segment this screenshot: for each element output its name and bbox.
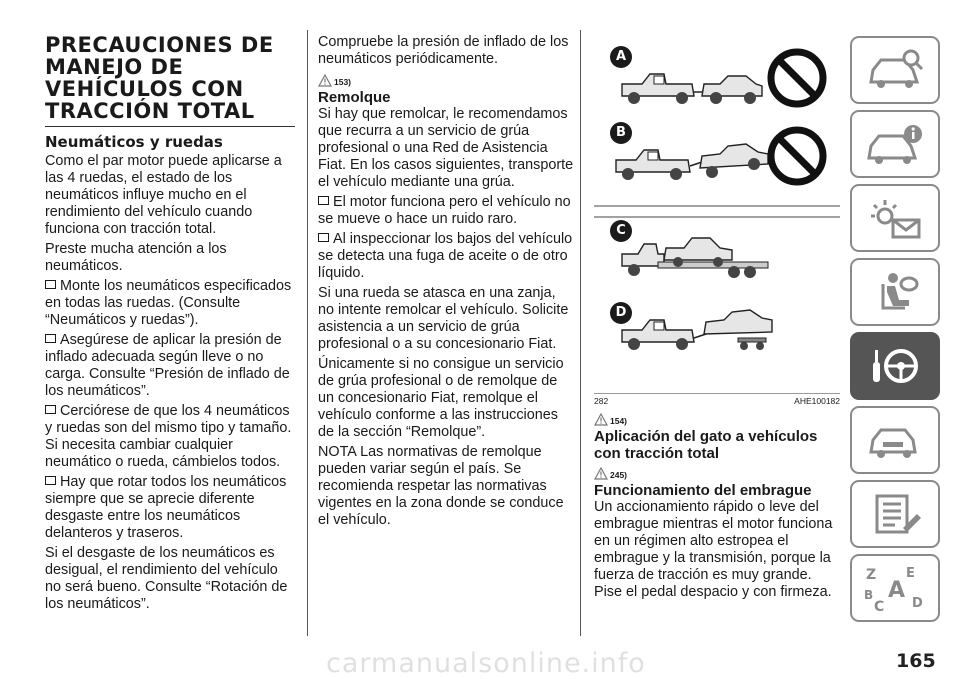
tab-safety[interactable] xyxy=(850,258,940,326)
figure-rule xyxy=(594,393,840,394)
tab-warning-lights[interactable] xyxy=(850,184,940,252)
page-number: 165 xyxy=(896,650,936,672)
warning-triangle-icon xyxy=(318,74,332,87)
warning-ref xyxy=(594,464,840,480)
paragraph: Únicamente si no consigue un servicio de grúa profesional o de remolque de un concesionario Fiat, remolque el vehículo conforme a las instrucciones de la sección “Remolque”. xyxy=(318,356,564,440)
paragraph: Compruebe la presión de inflado de los neumáticos periódicamente. xyxy=(318,34,569,67)
warning-ref xyxy=(594,410,840,426)
index-letter: E xyxy=(906,566,915,581)
index-letter: C xyxy=(874,599,885,613)
tab-car-info[interactable] xyxy=(850,110,940,178)
bullet-item: Cerciórese de que los 4 neumáticos y ruedas son del mismo tipo y tamaño. Si necesita cambiar cualquier neumático o rueda, cámbielos todos. xyxy=(45,403,295,471)
tab-emergency[interactable] xyxy=(850,406,940,474)
tow-scene-d xyxy=(622,310,772,350)
figure-caption xyxy=(594,396,840,406)
figure-label-d: D xyxy=(610,302,632,324)
index-letter: A xyxy=(888,578,906,603)
warning-ref xyxy=(318,71,574,87)
watermark: carmanualsonline.info xyxy=(326,648,646,679)
paragraph: Preste mucha atención a los neumáticos. xyxy=(45,241,227,274)
index-letter: B xyxy=(864,588,874,602)
paragraph: Si el desgaste de los neumáticos es desigual, el rendimiento del vehículo no será bueno. Consulte “Rotación de los neumáticos”. xyxy=(45,545,288,612)
figure-label-b: B xyxy=(610,122,632,144)
index-letter: D xyxy=(912,596,923,611)
paragraph: NOTA Las normativas de remolque pueden variar según el país. Se recomienda respetar las normativas vigentes en la zona donde se conduce el vehículo. xyxy=(318,444,564,528)
tab-starting-driving[interactable] xyxy=(850,332,940,400)
column-jack-clutch xyxy=(594,408,840,604)
car-repair-icon xyxy=(865,418,925,462)
specifications-list-icon xyxy=(865,492,925,536)
subsection-title: Neumáticos y ruedas xyxy=(45,133,223,151)
figure-label-a: A xyxy=(610,46,632,68)
bullet-item: Asegúrese de aplicar la presión de inflado adecuada según lleve o no carga. Consulte “Presión de inflado de los neumáticos”. xyxy=(45,332,295,400)
tab-technical-data[interactable] xyxy=(850,480,940,548)
warning-number: 153) xyxy=(334,77,352,87)
paragraph: Un accionamiento rápido o leve del embrague mientras el motor funciona en un régimen alto estropea el embrague y la transmisión, porque la fuerza de tracción es muy grande. Pise el pedal despacio y con firmeza. xyxy=(594,499,833,600)
heading-jack: Aplicación del gato a vehículos con tracción total xyxy=(594,428,818,462)
bullet-item: El motor funciona pero el vehículo no se mueve o hace un ruido raro. xyxy=(318,194,574,228)
car-info-icon xyxy=(865,122,925,166)
chapter-tabs xyxy=(850,36,950,628)
heading-towing: Remolque xyxy=(318,89,391,106)
bullet-item: Monte los neumáticos especificados en todas las ruedas. (Consulte “Neumáticos y ruedas”). xyxy=(45,278,295,329)
paragraph: Como el par motor puede aplicarse a las 4 ruedas, el estado de los neumáticos influye mucho en el rendimiento del vehículo cuando funciona con tracción total. xyxy=(45,153,282,237)
bullet-item: Hay que rotar todos los neumáticos siempre que se aprecie diferente desgaste entre los neumáticos delanteros y traseros. xyxy=(45,474,295,542)
tab-car-search[interactable] xyxy=(850,36,940,104)
index-letters-icon xyxy=(862,563,928,613)
figure-label-c: C xyxy=(610,220,632,242)
column-towing xyxy=(318,34,574,532)
car-search-icon xyxy=(865,48,925,92)
figure-code: AHE100182 xyxy=(794,396,840,406)
warning-triangle-icon xyxy=(594,467,608,480)
key-steering-wheel-icon xyxy=(865,344,925,388)
warning-number: 245) xyxy=(610,470,628,480)
section-title: PRECAUCIONES DE MANEJO DE VEHÍCULOS CON TRACCIÓN TOTAL xyxy=(45,34,295,127)
bullet-item: Al inspeccionar los bajos del vehículo se detecta una fuga de aceite o de otro líquido. xyxy=(318,231,573,281)
tow-scene-b xyxy=(616,130,823,182)
tab-index[interactable] xyxy=(850,554,940,622)
figure-number: 282 xyxy=(594,396,609,406)
heading-clutch: Funcionamiento del embrague xyxy=(594,482,812,499)
towing-illustration xyxy=(594,34,840,388)
tow-scene-a xyxy=(622,52,823,104)
airbag-seat-icon xyxy=(865,270,925,314)
warning-lights-mail-icon xyxy=(865,196,925,240)
paragraph: Si una rueda se atasca en una zanja, no intente remolcar el vehículo. Solicite asistencia a un servicio de grúa profesional o a su concesionario Fiat. xyxy=(318,285,569,352)
towing-figure xyxy=(594,34,840,388)
tow-scene-c xyxy=(622,238,768,278)
column-divider xyxy=(307,30,308,636)
warning-triangle-icon xyxy=(594,413,608,426)
column-tyres xyxy=(45,0,295,616)
column-divider xyxy=(580,30,581,636)
warning-number: 154) xyxy=(610,416,628,426)
index-letter: Z xyxy=(866,567,877,583)
paragraph: Si hay que remolcar, le recomendamos que recurra a un servicio de grúa profesional o una Red de Asistencia Fiat. En los casos siguientes, transporte el vehículo mediante una grúa. xyxy=(318,106,574,190)
